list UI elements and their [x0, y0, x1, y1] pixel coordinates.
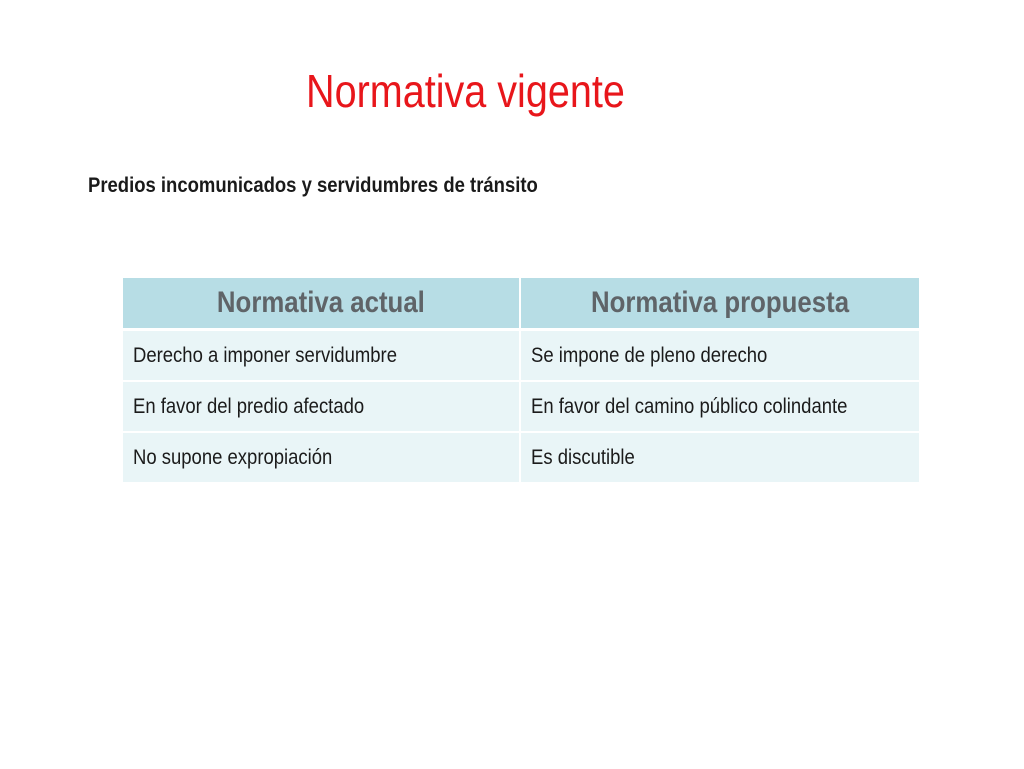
- slide-subtitle: Predios incomunicados y servidumbres de tránsito: [88, 174, 538, 197]
- table-row: [123, 432, 919, 482]
- table-header-row: [123, 278, 919, 330]
- table-cell: Se impone de pleno derecho: [520, 330, 919, 382]
- slide-title: Normativa vigente: [306, 65, 625, 117]
- table-cell: En favor del camino público colindante: [520, 381, 919, 432]
- table-row: [123, 381, 919, 432]
- table-cell: Derecho a imponer servidumbre: [123, 330, 520, 382]
- table-cell: Es discutible: [520, 432, 919, 482]
- header-normativa-propuesta: Normativa propuesta: [520, 278, 919, 330]
- header-normativa-actual: Normativa actual: [123, 278, 520, 330]
- table-row: [123, 330, 919, 382]
- table-cell: En favor del predio afectado: [123, 381, 520, 432]
- comparison-table: [123, 278, 919, 482]
- table-cell: No supone expropiación: [123, 432, 520, 482]
